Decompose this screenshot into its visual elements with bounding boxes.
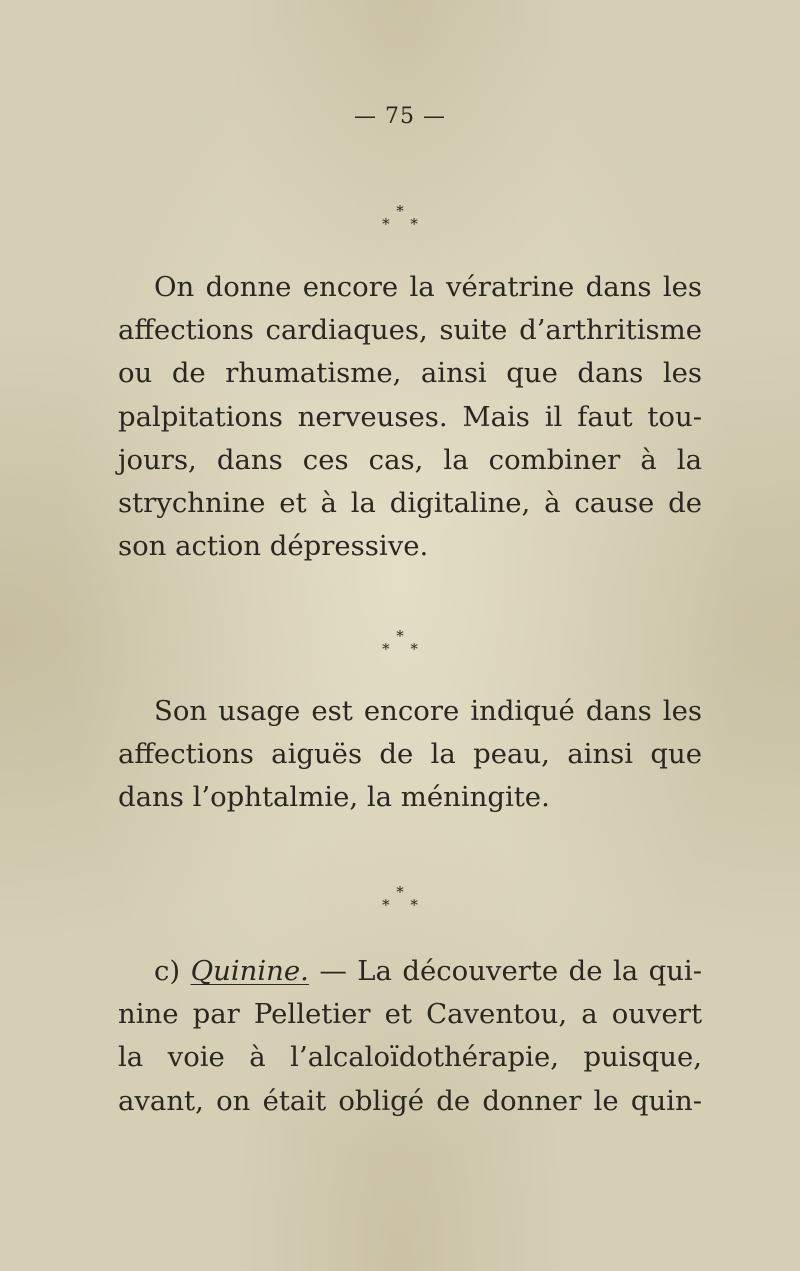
paragraph-veratrine-cardiac	[118, 266, 702, 568]
page-number: — 75 —	[354, 104, 446, 129]
asterism-bottom: * *	[382, 640, 426, 658]
section-heading: Quinine.	[190, 955, 309, 987]
asterism-separator-1	[0, 202, 800, 233]
heading-line-rest: — La découverte de la qui-	[319, 955, 703, 987]
text-line: avant, on était obligé de donner le quin-	[118, 1084, 702, 1117]
asterism-bottom: * *	[382, 896, 426, 914]
text-line-heading	[118, 950, 702, 993]
text-line: la voie à l’alcaloïdothérapie, puisque,	[118, 1041, 702, 1074]
text-line: jours, dans ces cas, la combiner à la	[118, 443, 702, 476]
text-line: strychnine et à la digitaline, à cause de	[118, 487, 702, 520]
asterism-separator-2	[0, 627, 800, 658]
paragraph-skin-affections	[118, 690, 702, 820]
text-line: nine par Pelletier et Caventou, a ouvert	[118, 998, 702, 1031]
text-line: affections cardiaques, suite d’arthritisme	[118, 314, 702, 347]
text-line: palpitations nerveuses. Mais il faut tou-	[118, 400, 702, 433]
text-line: On donne encore la vératrine dans les	[154, 271, 702, 303]
text-line: dans l’ophtalmie, la méningite.	[118, 781, 550, 814]
paragraph-quinine	[118, 950, 702, 1123]
asterism-bottom: * *	[382, 215, 426, 233]
asterism-separator-3	[0, 883, 800, 914]
asterism-top: *	[396, 883, 404, 901]
text-line: son action dépressive.	[118, 530, 429, 563]
text-line: affections aiguës de la peau, ainsi que	[118, 738, 702, 771]
asterism-top: *	[396, 627, 404, 645]
text-line: ou de rhumatisme, ainsi que dans les	[118, 357, 702, 390]
asterism-top: *	[396, 202, 404, 220]
text-line: Son usage est encore indiqué dans les	[154, 695, 702, 727]
section-label: c)	[154, 955, 181, 987]
